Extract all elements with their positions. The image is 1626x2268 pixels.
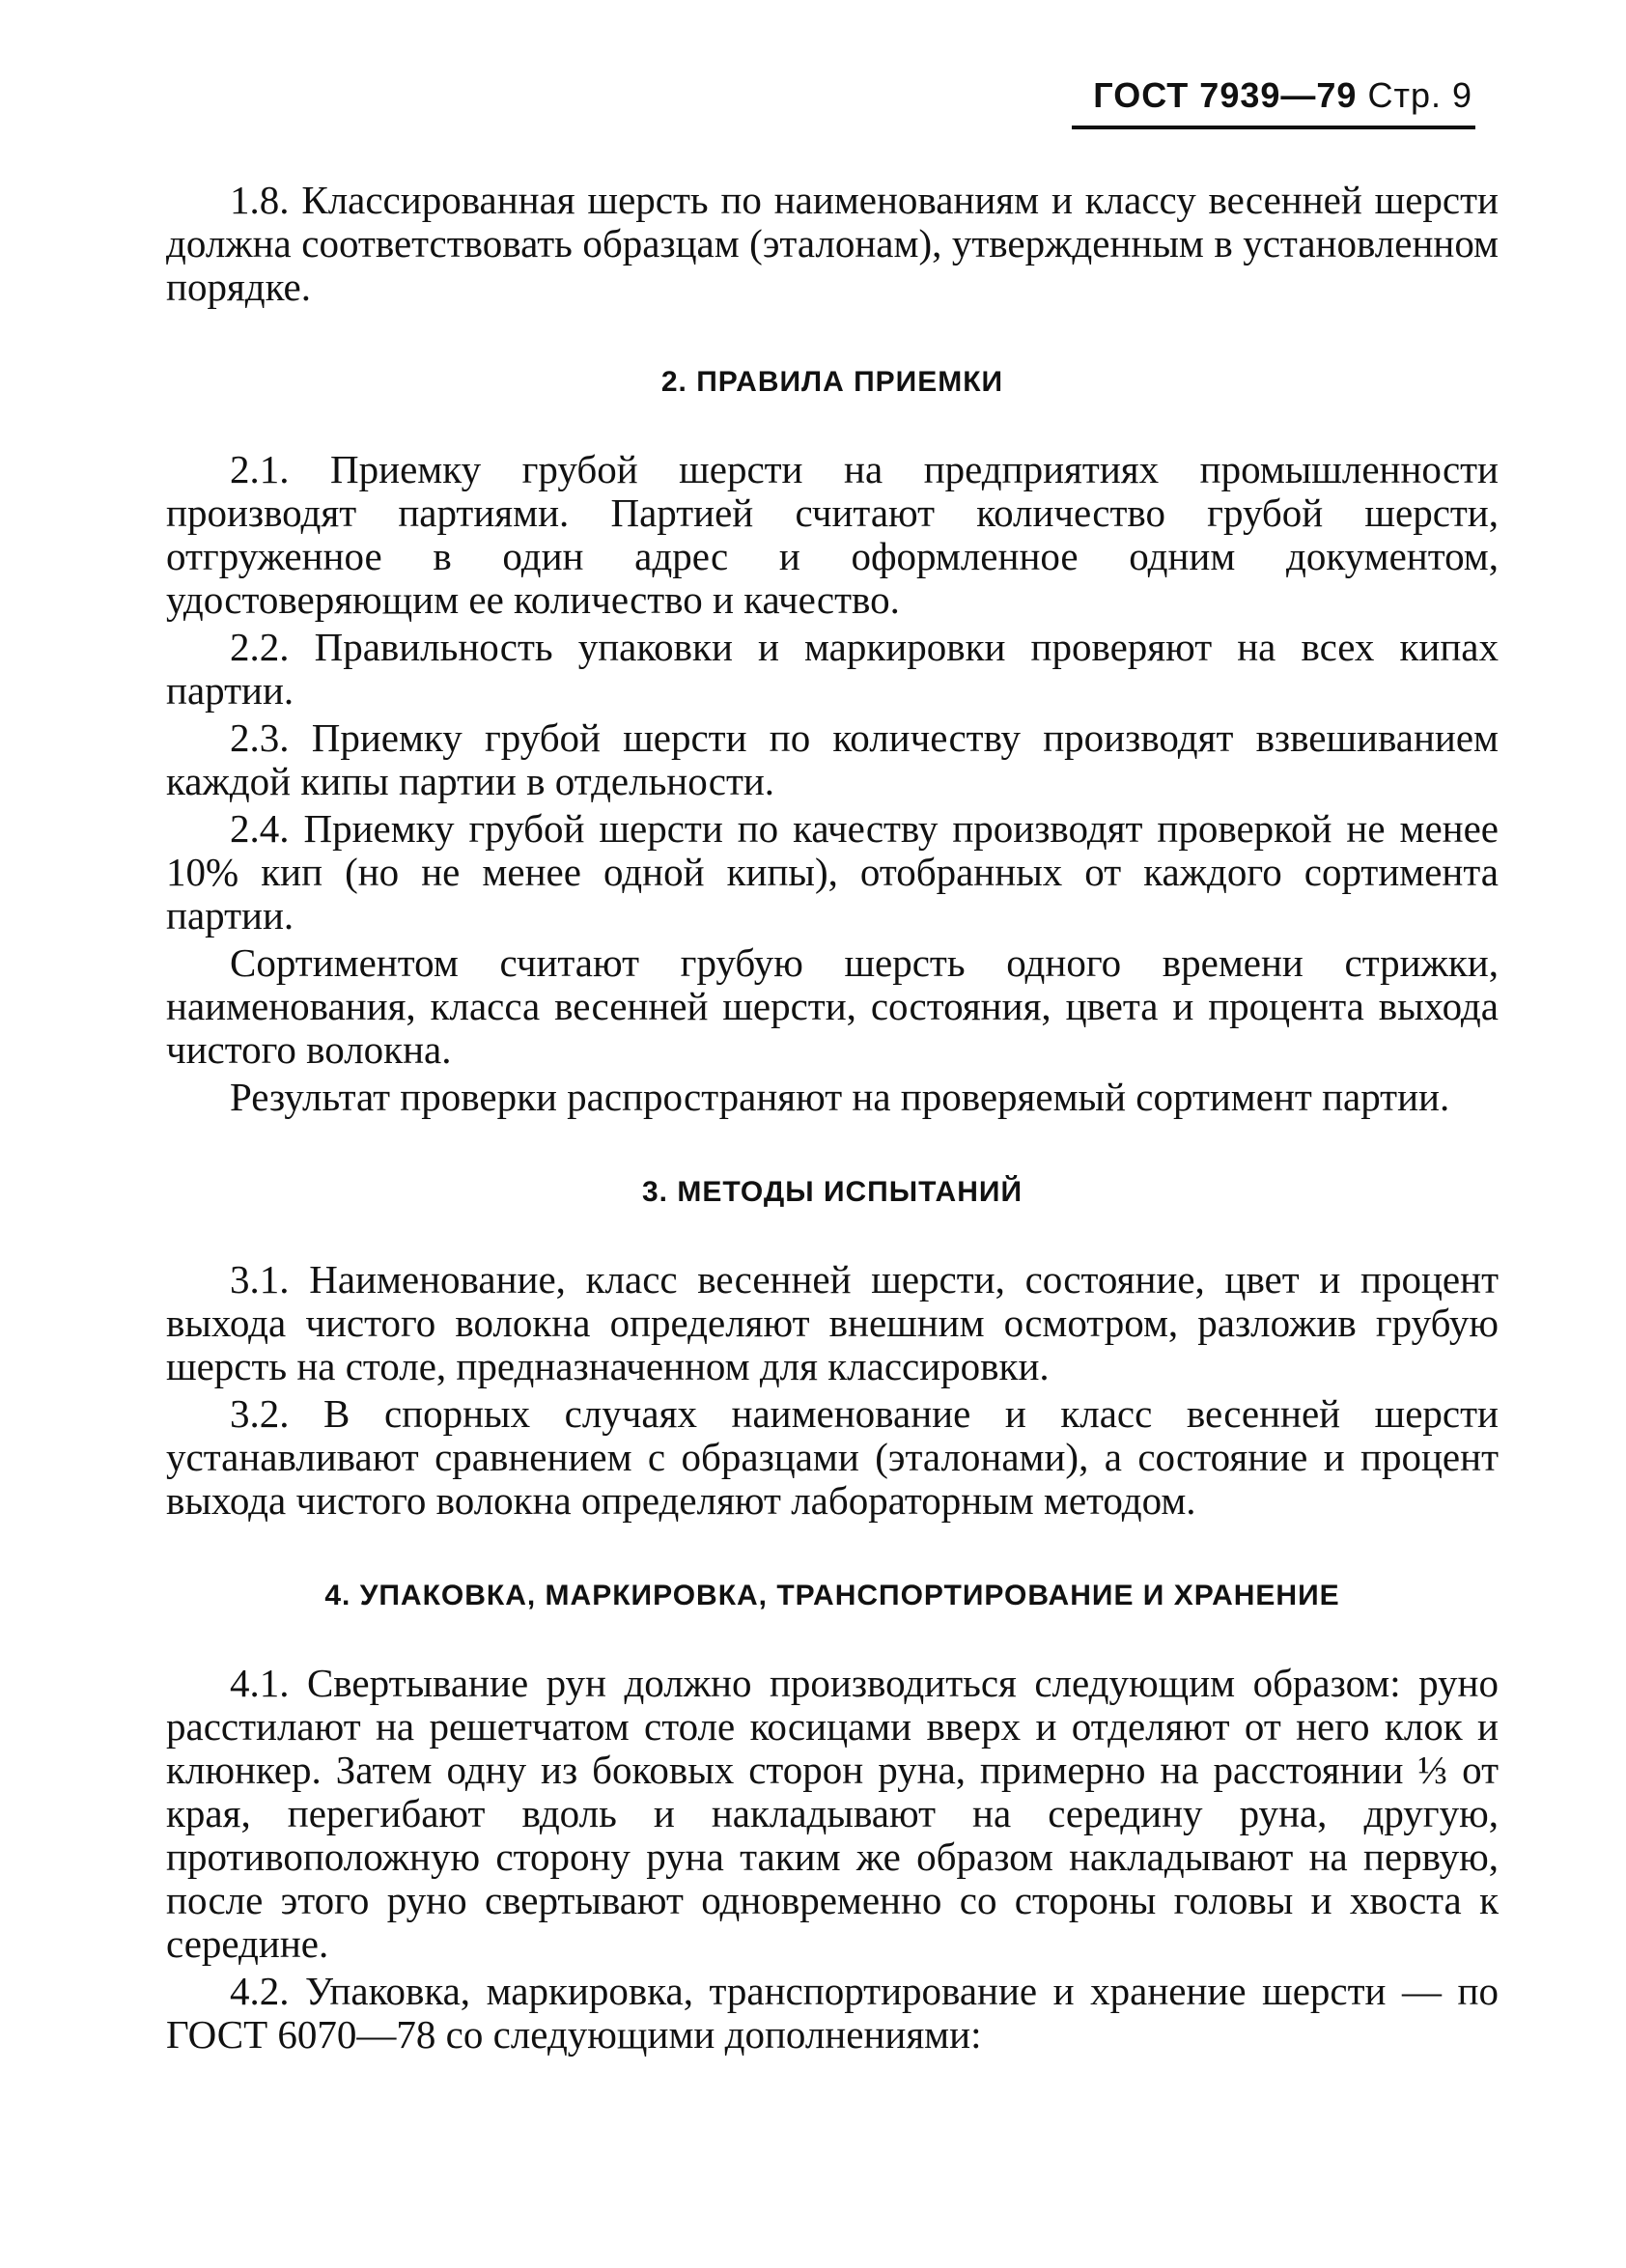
paragraph-2-1: 2.1. Приемку грубой шерсти на предприятиях промышленности производят партиями. Партией считают количество грубой шерсти, отгруженное в один адрес и оформленное одним документом, удостоверяющим ее количество и качество. (166, 447, 1499, 622)
paragraph-2-3: 2.3. Приемку грубой шерсти по количеству производят взвешиванием каждой кипы партии в отдельности. (166, 715, 1499, 803)
page-number: Стр. 9 (1367, 75, 1472, 115)
paragraph-4-1: 4.1. Свертывание рун должно производиться следующим образом: руно расстилают на решетчатом столе косицами вверх и отделяют от него клок и клюнкер. Затем одну из боковых сторон руна, примерно на расстоянии ⅓ от края, перегибают вдоль и накладывают на середину руна, другую, противоположную сторону руна таким же образом накладывают на первую, после этого руно свертывают одновременно со стороны головы и хвоста к середине. (166, 1661, 1499, 1966)
paragraph-1-8: 1.8. Классированная шерсть по наименованиям и классу весенней шерсти должна соответствовать образцам (эталонам), утвержденным в установленном порядке. (166, 178, 1499, 309)
standard-number: ГОСТ 7939—79 (1093, 75, 1358, 115)
paragraph-2-2: 2.2. Правильность упаковки и маркировки проверяют на всех кипах партии. (166, 625, 1499, 713)
paragraph-2-4-result: Результат проверки распространяют на проверяемый сортимент партии. (230, 1075, 1450, 1119)
header-rule (1072, 126, 1475, 129)
paragraph-2-4: 2.4. Приемку грубой шерсти по качеству производят проверкой не менее 10% кип (но не менее одной кипы), отобранных от каждого сортимента партии. (166, 806, 1499, 938)
document-body (166, 179, 1499, 2060)
section-heading-2: 2. ПРАВИЛА ПРИЕМКИ (660, 366, 1004, 398)
paragraph-2-4-sortiment: Сортиментом считают грубую шерсть одного времени стрижки, наименования, класса весенней шерсти, состояния, цвета и процента выхода чистого волокна. (166, 940, 1499, 1072)
paragraph-3-1: 3.1. Наименование, класс весенней шерсти, состояние, цвет и процент выхода чистого волокна определяют внешним осмотром, разложив грубую шерсть на столе, предназначенном для классировки. (166, 1257, 1499, 1388)
section-heading-4: 4. УПАКОВКА, МАРКИРОВКА, ТРАНСПОРТИРОВАНИЕ И ХРАНЕНИЕ (324, 1580, 1340, 1611)
paragraph-3-2: 3.2. В спорных случаях наименование и класс весенней шерсти устанавливают сравнением с образцами (эталонами), а состояние и процент выхода чистого волокна определяют лабораторным методом. (166, 1391, 1499, 1523)
page-header (1062, 75, 1472, 116)
section-heading-3: 3. МЕТОДЫ ИСПЫТАНИЙ (642, 1176, 1023, 1208)
paragraph-4-2: 4.2. Упаковка, маркировка, транспортирование и хранение шерсти — по ГОСТ 6070—78 со следующими дополнениями: (166, 1969, 1499, 2057)
